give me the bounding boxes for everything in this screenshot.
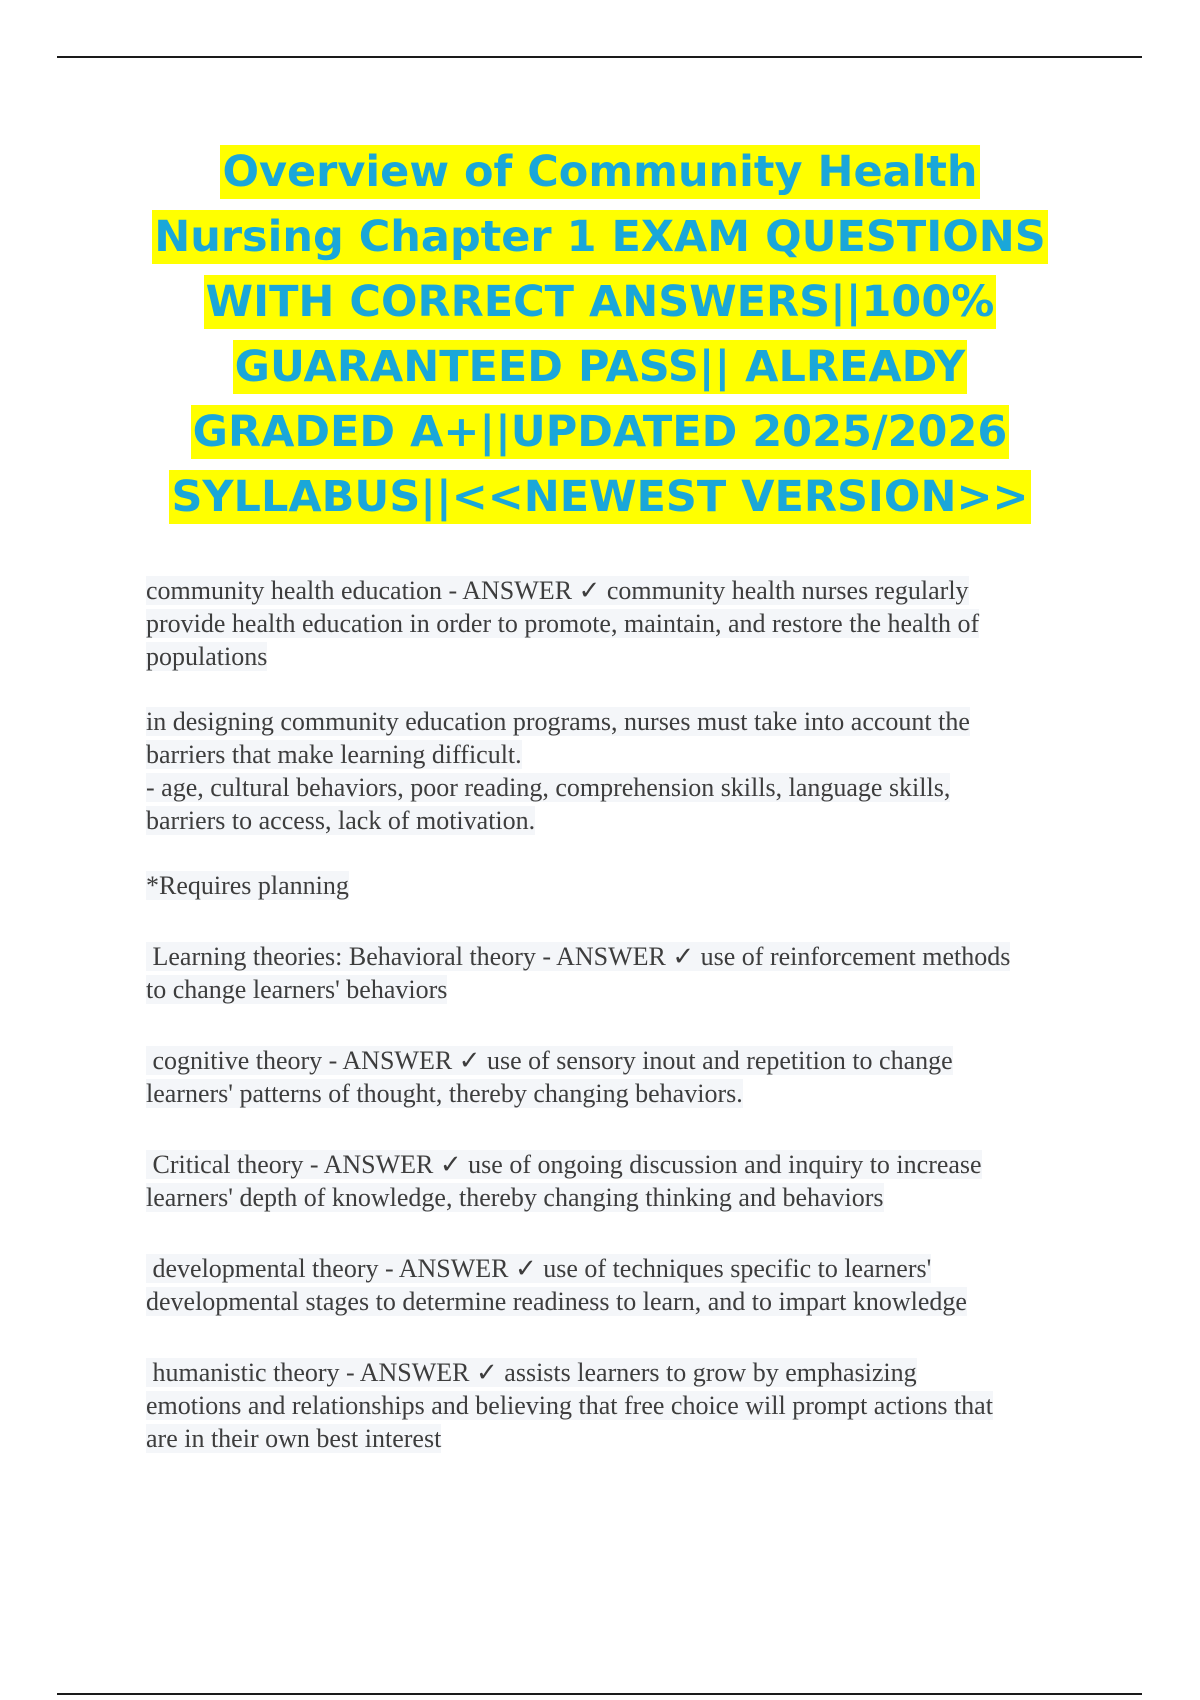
bottom-rule — [57, 1693, 1142, 1695]
paragraph-barriers — [146, 705, 1081, 837]
text-line: Learning theories: Behavioral theory - ANSWER ✓ use of reinforcement methods — [146, 942, 1011, 971]
text-line: provide health education in order to promote, maintain, and restore the health of — [146, 609, 980, 638]
text-line: in designing community education programs, nurses must take into account the — [146, 707, 970, 736]
text-line: to change learners' behaviors — [146, 975, 448, 1004]
qa-cognitive-theory — [146, 1044, 1081, 1110]
title-line: SYLLABUS||<<NEWEST VERSION>> — [171, 472, 1029, 522]
qa-critical-theory — [146, 1148, 1081, 1214]
document-body — [146, 574, 1081, 1455]
qa-humanistic-theory — [146, 1356, 1081, 1455]
qa-developmental-theory — [146, 1252, 1081, 1318]
text-line: learners' patterns of thought, thereby changing behaviors. — [146, 1079, 743, 1108]
qa-behavioral-theory — [146, 940, 1081, 1006]
text-line: cognitive theory - ANSWER ✓ use of sensory inout and repetition to change — [146, 1046, 953, 1075]
qa-community-health-education — [146, 574, 1081, 673]
text-line: developmental stages to determine readiness to learn, and to impart knowledge — [146, 1287, 967, 1316]
text-line: learners' depth of knowledge, thereby changing thinking and behaviors — [146, 1183, 884, 1212]
text-line: are in their own best interest — [146, 1424, 442, 1453]
title-line: Overview of Community Health — [222, 147, 978, 197]
title-line: WITH CORRECT ANSWERS||100% — [205, 277, 995, 327]
text-line: developmental theory - ANSWER ✓ use of techniques specific to learners' — [146, 1254, 932, 1283]
text-line: community health education - ANSWER ✓ community health nurses regularly — [146, 576, 969, 605]
text-line: barriers to access, lack of motivation. — [146, 806, 536, 835]
text-line: populations — [146, 642, 268, 671]
text-line: - age, cultural behaviors, poor reading, comprehension skills, language skills, — [146, 773, 951, 802]
text-line: *Requires planning — [146, 871, 349, 900]
text-line: barriers that make learning difficult. — [146, 740, 522, 769]
paragraph-requires-planning — [146, 869, 1081, 902]
title-line: Nursing Chapter 1 EXAM QUESTIONS — [154, 212, 1046, 262]
title-line: GRADED A+||UPDATED 2025/2026 — [192, 407, 1008, 457]
title-line: GUARANTEED PASS|| ALREADY — [234, 342, 966, 392]
text-line: humanistic theory - ANSWER ✓ assists learners to grow by emphasizing — [146, 1358, 917, 1387]
text-line: Critical theory - ANSWER ✓ use of ongoing discussion and inquiry to increase — [146, 1150, 982, 1179]
text-line: emotions and relationships and believing that free choice will prompt actions that — [146, 1391, 993, 1420]
document-title — [60, 140, 1140, 530]
top-rule — [57, 56, 1142, 58]
